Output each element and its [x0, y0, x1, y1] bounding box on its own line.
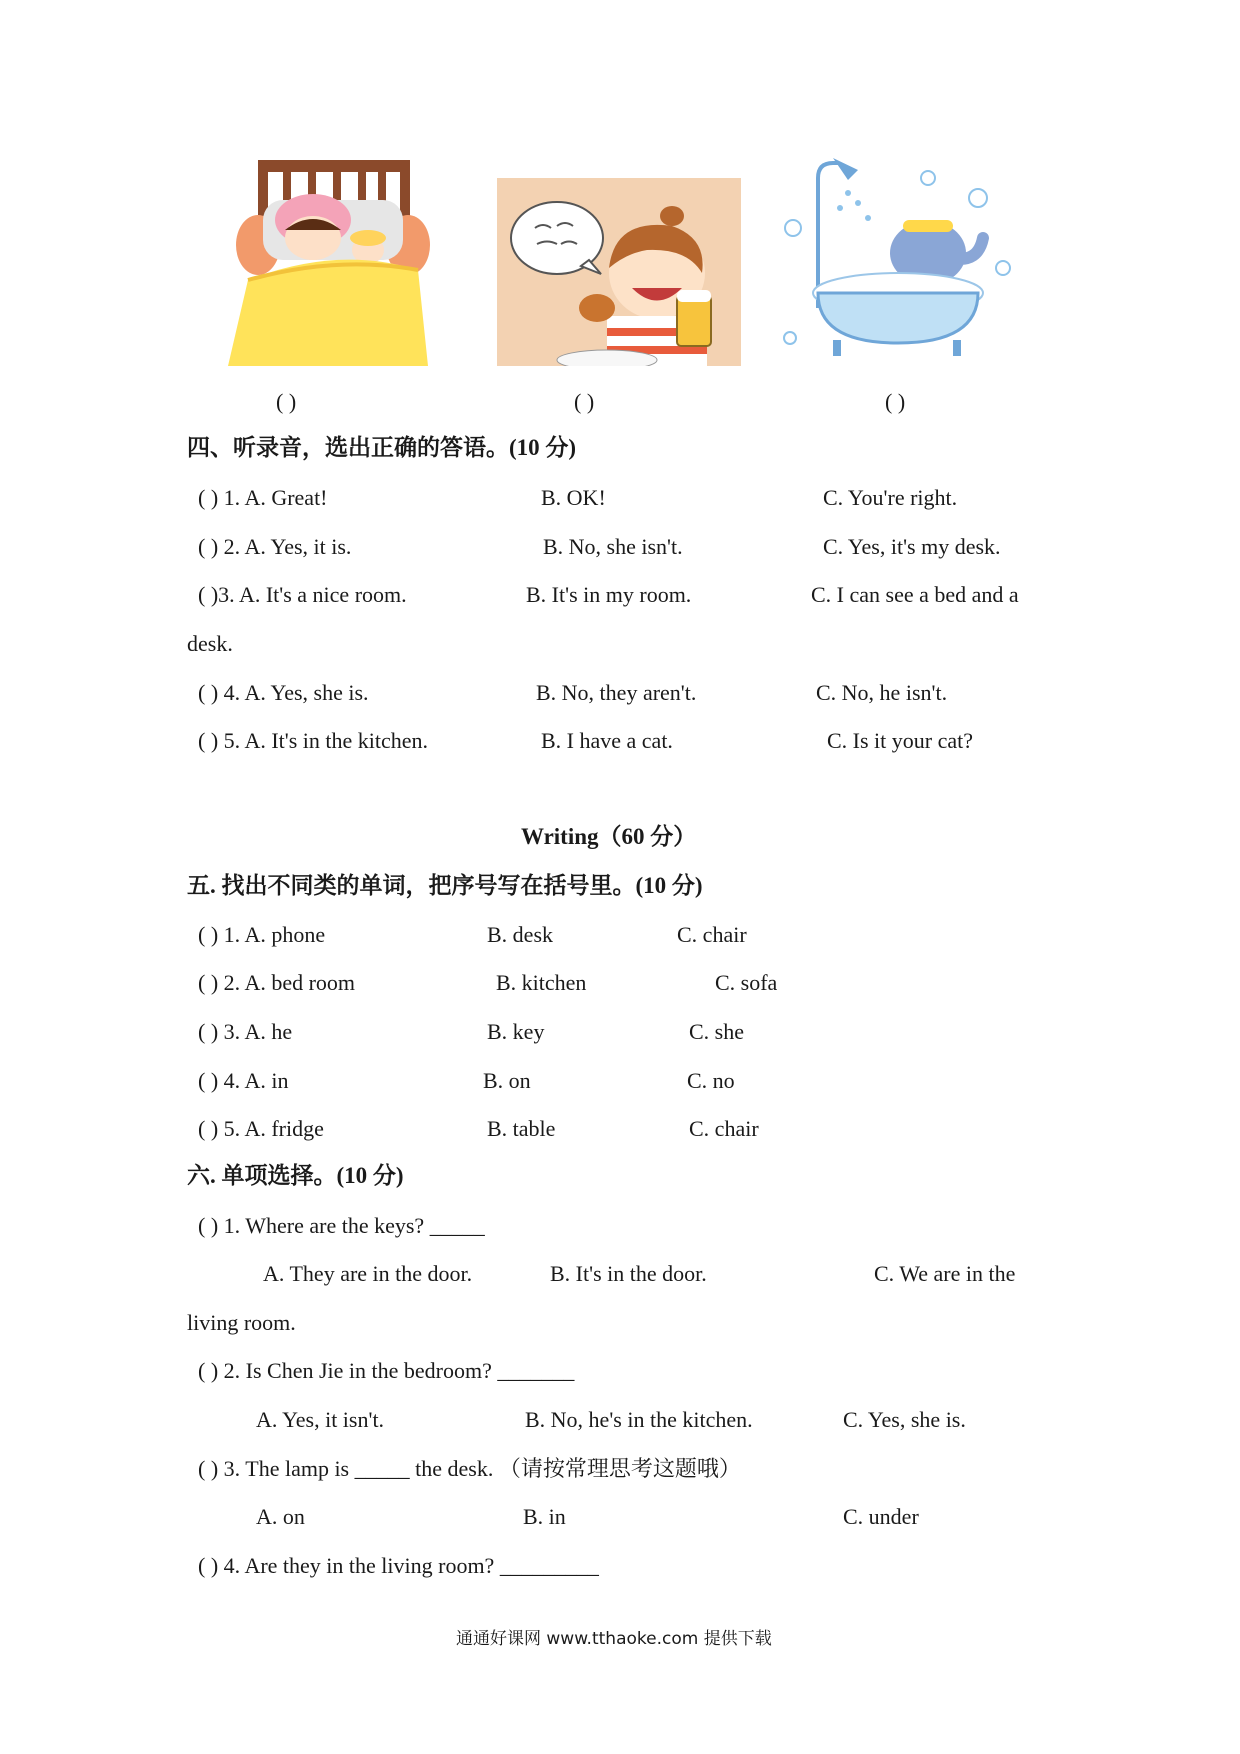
picture-1-answer-paren[interactable]: ( )	[276, 389, 297, 414]
section-5-title: 五. 找出不同类的单词，把序号写在括号里。(10 分)	[187, 873, 703, 898]
picture-3	[778, 158, 1018, 368]
picture-2	[497, 178, 741, 366]
writing-title: Writing（60 分）	[521, 824, 697, 849]
picture-1	[228, 160, 446, 366]
section-4-title: 四、听录音，选出正确的答语。(10 分)	[187, 435, 577, 460]
girl-eating-chicken-icon	[497, 178, 741, 366]
picture-3-answer-paren[interactable]: ( )	[885, 389, 906, 414]
elephant-in-bathtub-icon	[778, 158, 1018, 368]
section-6-title: 六. 单项选择。(10 分)	[187, 1163, 404, 1188]
page-footer: 通通好课网 www.tthaoke.com 提供下载	[456, 1629, 772, 1649]
picture-2-answer-paren[interactable]: ( )	[574, 389, 595, 414]
girl-sleeping-in-bed-icon	[228, 160, 446, 366]
